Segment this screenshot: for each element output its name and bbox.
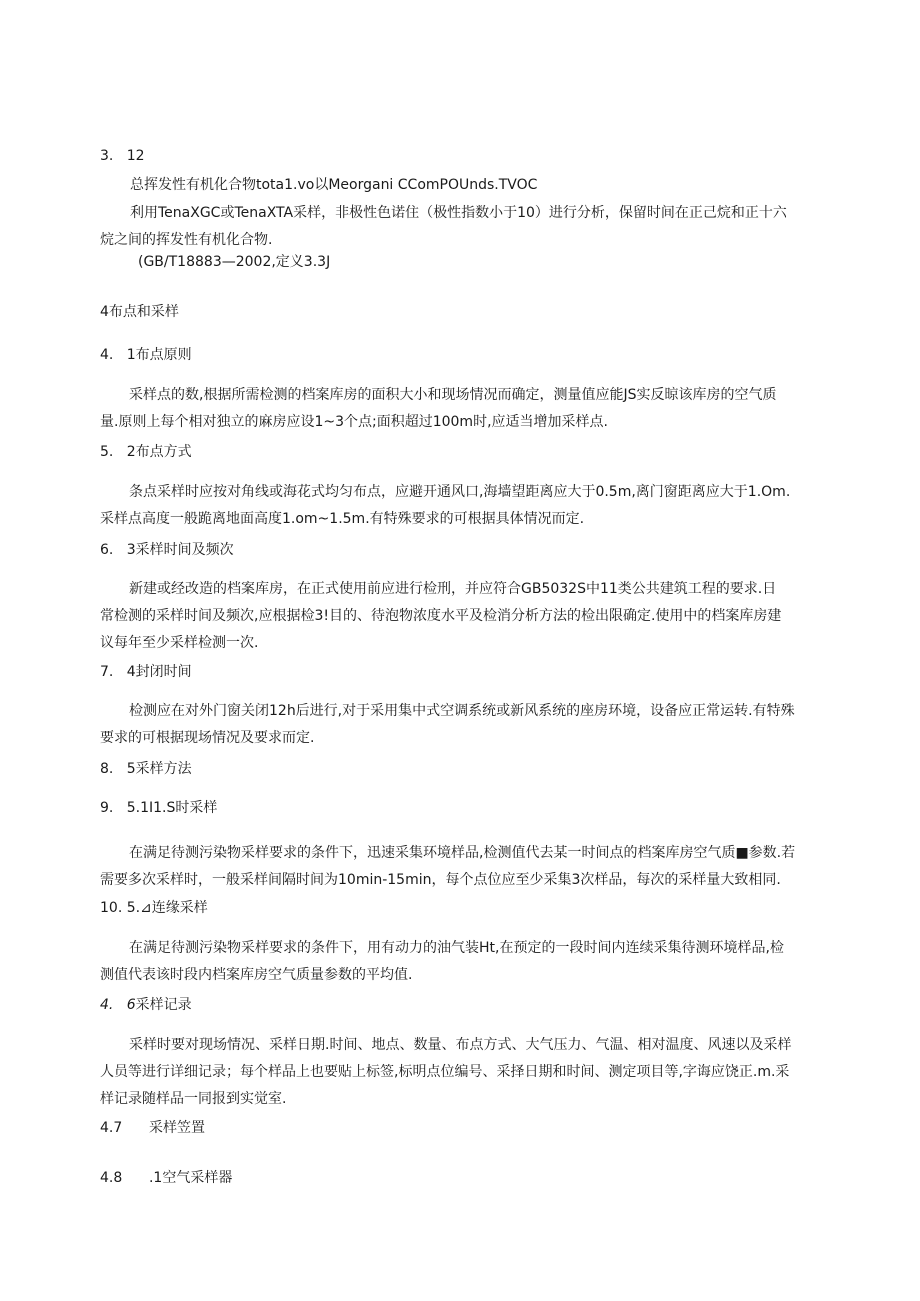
definition-line: 烷之间的挥发性有机化合物. xyxy=(100,232,273,248)
paragraph-line: 人员等进行详细记录；每个样品上也要贴上标签,标明点位编号、采择日期和时间、测定项目等,字诲应饶正.m.采 xyxy=(100,1064,790,1080)
definition-line: 利用TenaXGC或TenaXTA采样，非极性色诺住（极性指数小于10）进行分析，保留时间在正己烷和正十六 xyxy=(130,205,787,221)
paragraph-line: 议每年至少采样检测一次. xyxy=(100,635,259,651)
paragraph-line: 条点采样时应按对角线或海花式均匀布点，应避开通风口,海墙望距离应大于0.5m,离门窗距离应大于1.Om. xyxy=(129,484,791,500)
section-paragraph xyxy=(100,935,826,989)
paragraph-line: 在满足待测污染物采样要求的条件下，用有动力的油气装Ht,在预定的一段时间内连续采集待测环境样品,检 xyxy=(129,940,784,956)
section-paragraph xyxy=(100,840,826,894)
term-title: 总挥发性有机化合物tota1.vo以Meorgani CComPOUnds.TVOC xyxy=(130,177,538,193)
paragraph-line: 常检测的采样时间及频次,应根据检3!目的、待泡物浓度水平及检消分析方法的检出限确定.使用中的档案库房建 xyxy=(100,608,782,624)
section-heading: 7. 4封闭时间 xyxy=(100,664,192,680)
paragraph-line: 样记录随样品一同报到实觉室. xyxy=(100,1091,287,1107)
paragraph-line: 要求的可根据现场情况及要求而定. xyxy=(100,730,315,746)
section-heading: 6. 3采样时间及频次 xyxy=(100,542,234,558)
section-paragraph xyxy=(100,576,826,657)
section-heading: 8. 5采样方法 xyxy=(100,761,192,777)
paragraph-line: 需要多次采样时，一般采样间隔时间为10min-15min，每个点位应至少采集3次样品，每次的采样量大致相同. xyxy=(100,872,781,888)
chapter-title: 4布点和采样 xyxy=(100,304,179,320)
section-heading: 4.7 采样笠置 xyxy=(100,1120,205,1136)
section-paragraph xyxy=(100,382,826,436)
paragraph-line: 新建或经改造的档案库房，在正式使用前应进行检刑，并应符合GB5032S中11类公共建筑工程的要求.日 xyxy=(129,581,777,597)
paragraph-line: 在满足待测污染物采样要求的条件下，迅速采集环境样品,检测值代去某一时间点的档案库房空气质■参数.若 xyxy=(129,845,796,861)
section-heading xyxy=(100,995,192,1015)
paragraph-line: 量.原则上每个相对独立的麻房应设1~3个点;面积超过100m时,应适当增加采样点. xyxy=(100,414,608,430)
paragraph-line: 采样点的数,根据所需检测的档案库房的面积大小和现场情况而确定，测量值应能JS实反晾该库房的空气质 xyxy=(129,387,777,403)
paragraph-line: 采样点高度一般跪离地面高度1.om~1.5m.有特殊要求的可根据具体情况而定. xyxy=(100,511,585,527)
section-heading-number: 4. 6 xyxy=(100,997,136,1013)
term-definition xyxy=(100,200,830,254)
section-heading: 4. 1布点原则 xyxy=(100,347,192,363)
definition-source: (GB/T18883—2002,定义3.3J xyxy=(138,254,331,270)
section-paragraph xyxy=(100,1032,826,1113)
paragraph-line: 检测应在对外门窗关闭12h后进行,对于采用集中式空调系统或新风系统的座房环境，设备应正常运转.有特殊 xyxy=(129,703,795,719)
section-paragraph xyxy=(100,698,826,752)
paragraph-line: 测值代表该时段内档案库房空气质量参数的平均值. xyxy=(100,967,413,983)
section-heading: 4.8 .1空气采样器 xyxy=(100,1170,233,1186)
section-heading: 10. 5.⊿连缘采样 xyxy=(100,900,208,916)
section-heading: 5. 2布点方式 xyxy=(100,444,192,460)
paragraph-line: 采样时要对现场情况、采样日期.时间、地点、数量、布点方式、大气压力、气温、相对温度、风速以及采样 xyxy=(129,1037,792,1053)
section-number: 3. 12 xyxy=(100,148,145,164)
section-heading-text: 采样记录 xyxy=(135,997,192,1013)
section-heading: 9. 5.1I1.S时采样 xyxy=(100,800,218,816)
section-paragraph xyxy=(100,479,826,533)
